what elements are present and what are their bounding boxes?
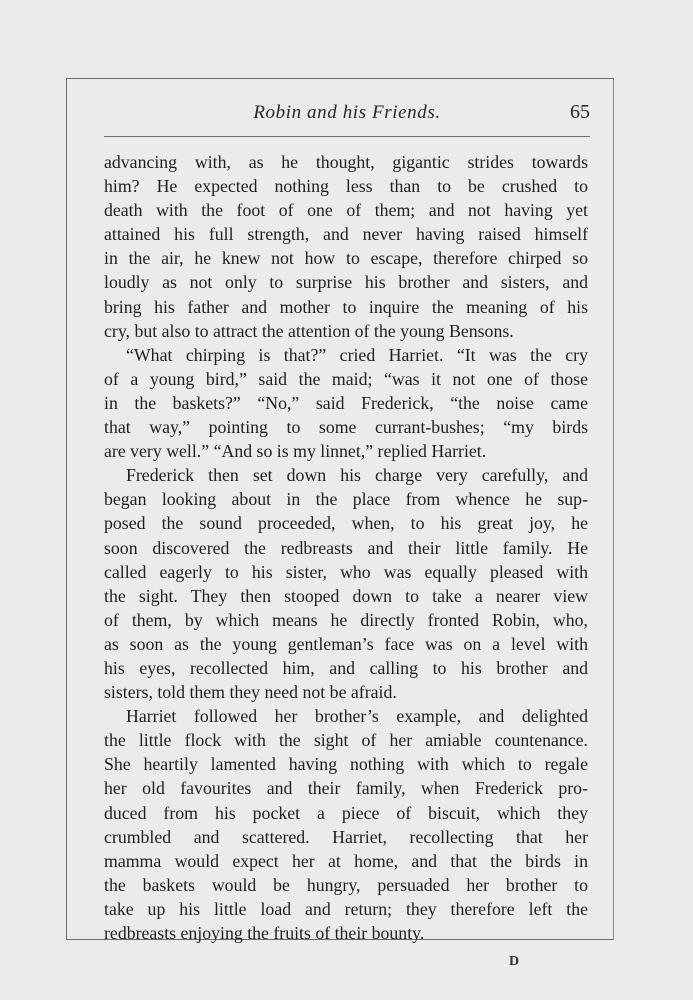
text-line: posed the sound proceeded, when, to his great joy, he	[104, 513, 588, 534]
text-line: began looking about in the place from whence he sup-	[104, 489, 588, 510]
text-line: of a young bird,” said the maid; “was it not one of those	[104, 368, 588, 389]
text-line: sisters, told them they need not be afraid.	[104, 682, 397, 703]
text-line: in the baskets?” “No,” said Frederick, “the noise came	[104, 392, 588, 413]
text-line: Frederick then set down his charge very carefully, and	[126, 465, 588, 486]
header-rule	[104, 136, 590, 137]
text-line: that way,” pointing to some currant-bushes; “my birds	[104, 417, 588, 438]
text-line: his eyes, recollected him, and calling to his brother and	[104, 657, 588, 678]
text-line: him? He expected nothing less than to be crushed to	[104, 176, 588, 197]
text-line: Harriet followed her brother’s example, and delighted	[126, 706, 588, 727]
text-line: attained his full strength, and never having raised himself	[104, 224, 588, 245]
text-line: mamma would expect her at home, and that the birds in	[104, 850, 588, 871]
text-line: redbreasts enjoying the fruits of their bounty.	[104, 923, 425, 943]
text-line: “What chirping is that?” cried Harriet. “It was the cry	[126, 344, 588, 365]
text-line: soon discovered the redbreasts and their little family. He	[104, 537, 588, 558]
text-line: take up his little load and return; they therefore left the	[104, 898, 588, 919]
text-line: She heartily lamented having nothing with which to regale	[104, 754, 588, 775]
running-head-title: Robin and his Friends.	[253, 102, 441, 123]
text-line: of them, by which means he directly fronted Robin, who,	[104, 609, 588, 630]
text-line: bring his father and mother to inquire the meaning of his	[104, 296, 588, 317]
text-line: death with the foot of one of them; and not having yet	[104, 200, 588, 221]
text-line: as soon as the young gentleman’s face was on a level with	[104, 633, 588, 654]
text-line: crumbled and scattered. Harriet, recollecting that her	[104, 826, 588, 847]
text-line: the sight. They then stooped down to take a nearer view	[104, 585, 588, 606]
text-line: the baskets would be hungry, persuaded her brother to	[104, 874, 588, 895]
text-line: her old favourites and their family, when Frederick pro-	[104, 778, 588, 799]
text-line: in the air, he knew not how to escape, therefore chirped so	[104, 248, 588, 269]
signature-mark: D	[509, 954, 520, 969]
running-head	[104, 100, 590, 132]
body-text	[104, 150, 588, 945]
text-line: the little flock with the sight of her amiable countenance.	[104, 730, 588, 751]
text-line: loudly as not only to surprise his brother and sisters, and	[104, 272, 588, 293]
text-line: cry, but also to attract the attention of the young Bensons.	[104, 320, 514, 341]
text-line: duced from his pocket a piece of biscuit, which they	[104, 802, 588, 823]
page-number: 65	[570, 101, 590, 123]
text-line: are very well.” “And so is my linnet,” replied Harriet.	[104, 441, 487, 462]
text-line: advancing with, as he thought, gigantic strides towards	[104, 152, 588, 172]
text-line: called eagerly to his sister, who was equally pleased with	[104, 561, 588, 582]
